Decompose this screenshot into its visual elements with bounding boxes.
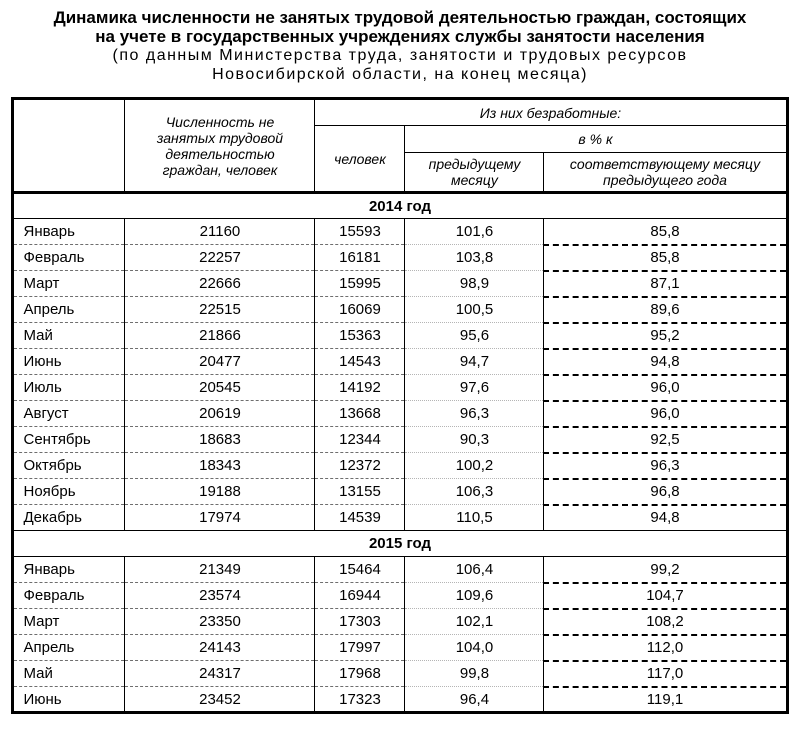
value-cell: 106,3 [405, 479, 544, 505]
value-cell: 106,4 [405, 557, 544, 583]
value-cell: 96,0 [544, 401, 787, 427]
value-cell: 21160 [125, 219, 315, 245]
year-label: 2014 год [13, 193, 787, 219]
value-cell: 89,6 [544, 297, 787, 323]
table-row [13, 349, 787, 375]
unemployed-group-header: Из них безработные: [315, 99, 787, 126]
value-cell: 16181 [315, 245, 405, 271]
value-cell: 15593 [315, 219, 405, 245]
value-cell: 14543 [315, 349, 405, 375]
value-cell: 95,6 [405, 323, 544, 349]
value-cell: 21866 [125, 323, 315, 349]
value-cell: 15363 [315, 323, 405, 349]
value-cell: 102,1 [405, 609, 544, 635]
total-column-header: Численность не занятых трудовой деятельностью граждан, человек [125, 99, 315, 193]
value-cell: 15464 [315, 557, 405, 583]
title-line-2: на учете в государственных учреждениях службы занятости населения [95, 27, 705, 46]
month-cell: Март [13, 609, 125, 635]
value-cell: 23452 [125, 687, 315, 713]
value-cell: 16069 [315, 297, 405, 323]
value-cell: 16944 [315, 583, 405, 609]
value-cell: 95,2 [544, 323, 787, 349]
people-column-header: человек [315, 126, 405, 193]
document-title-block [0, 0, 800, 84]
value-cell: 17997 [315, 635, 405, 661]
value-cell: 101,6 [405, 219, 544, 245]
month-cell: Октябрь [13, 453, 125, 479]
table-header [13, 99, 787, 193]
table-row [13, 661, 787, 687]
value-cell: 24317 [125, 661, 315, 687]
value-cell: 87,1 [544, 271, 787, 297]
value-cell: 100,5 [405, 297, 544, 323]
month-cell: Январь [13, 219, 125, 245]
table-row [13, 583, 787, 609]
value-cell: 94,8 [544, 505, 787, 531]
value-cell: 96,3 [544, 453, 787, 479]
year-label: 2015 год [13, 531, 787, 557]
table-row [13, 687, 787, 713]
value-cell: 85,8 [544, 245, 787, 271]
month-cell: Май [13, 661, 125, 687]
value-cell: 96,4 [405, 687, 544, 713]
table-row [13, 609, 787, 635]
value-cell: 14539 [315, 505, 405, 531]
value-cell: 100,2 [405, 453, 544, 479]
value-cell: 22666 [125, 271, 315, 297]
value-cell: 19188 [125, 479, 315, 505]
value-cell: 20619 [125, 401, 315, 427]
prev-month-column-header: предыдущему месяцу [405, 153, 544, 193]
value-cell: 24143 [125, 635, 315, 661]
month-column-header-empty [13, 99, 125, 193]
month-cell: Декабрь [13, 505, 125, 531]
value-cell: 17968 [315, 661, 405, 687]
value-cell: 109,6 [405, 583, 544, 609]
month-cell: Апрель [13, 635, 125, 661]
value-cell: 99,8 [405, 661, 544, 687]
subtitle-line-2: Новосибирской области, на конец месяца) [212, 66, 588, 83]
value-cell: 103,8 [405, 245, 544, 271]
month-cell: Сентябрь [13, 427, 125, 453]
value-cell: 13155 [315, 479, 405, 505]
value-cell: 94,8 [544, 349, 787, 375]
value-cell: 17323 [315, 687, 405, 713]
month-cell: Ноябрь [13, 479, 125, 505]
value-cell: 112,0 [544, 635, 787, 661]
table-row [13, 427, 787, 453]
month-cell: Июль [13, 375, 125, 401]
table-row [13, 505, 787, 531]
value-cell: 92,5 [544, 427, 787, 453]
value-cell: 18683 [125, 427, 315, 453]
value-cell: 110,5 [405, 505, 544, 531]
table-row [13, 375, 787, 401]
month-cell: Февраль [13, 245, 125, 271]
value-cell: 117,0 [544, 661, 787, 687]
value-cell: 13668 [315, 401, 405, 427]
table-row [13, 271, 787, 297]
month-cell: Июнь [13, 687, 125, 713]
table-row [13, 453, 787, 479]
value-cell: 96,3 [405, 401, 544, 427]
table-row [13, 297, 787, 323]
value-cell: 17303 [315, 609, 405, 635]
value-cell: 14192 [315, 375, 405, 401]
month-cell: Август [13, 401, 125, 427]
statistics-table [11, 97, 788, 714]
table-row [13, 219, 787, 245]
table-row [13, 479, 787, 505]
value-cell: 23350 [125, 609, 315, 635]
year-section-row [13, 531, 787, 557]
table-row [13, 245, 787, 271]
subtitle-line-1: (по данным Министерства труда, занятости и трудовых ресурсов [112, 47, 688, 64]
value-cell: 21349 [125, 557, 315, 583]
month-cell: Июнь [13, 349, 125, 375]
value-cell: 20545 [125, 375, 315, 401]
value-cell: 96,8 [544, 479, 787, 505]
value-cell: 22257 [125, 245, 315, 271]
table-row [13, 557, 787, 583]
value-cell: 22515 [125, 297, 315, 323]
value-cell: 85,8 [544, 219, 787, 245]
value-cell: 97,6 [405, 375, 544, 401]
value-cell: 20477 [125, 349, 315, 375]
value-cell: 12344 [315, 427, 405, 453]
value-cell: 94,7 [405, 349, 544, 375]
value-cell: 99,2 [544, 557, 787, 583]
percent-group-header: в % к [405, 126, 787, 153]
table-row [13, 323, 787, 349]
value-cell: 17974 [125, 505, 315, 531]
value-cell: 15995 [315, 271, 405, 297]
month-cell: Апрель [13, 297, 125, 323]
year-section-row [13, 193, 787, 219]
value-cell: 90,3 [405, 427, 544, 453]
value-cell: 18343 [125, 453, 315, 479]
value-cell: 119,1 [544, 687, 787, 713]
month-cell: Май [13, 323, 125, 349]
month-cell: Март [13, 271, 125, 297]
title-line-1: Динамика численности не занятых трудовой деятельностью граждан, состоящих [53, 8, 747, 27]
value-cell: 12372 [315, 453, 405, 479]
table-row [13, 401, 787, 427]
same-month-prev-year-column-header: соответствующему месяцу предыдущего года [544, 153, 787, 193]
value-cell: 108,2 [544, 609, 787, 635]
value-cell: 96,0 [544, 375, 787, 401]
value-cell: 104,7 [544, 583, 787, 609]
month-cell: Февраль [13, 583, 125, 609]
month-cell: Январь [13, 557, 125, 583]
value-cell: 23574 [125, 583, 315, 609]
table-row [13, 635, 787, 661]
value-cell: 104,0 [405, 635, 544, 661]
value-cell: 98,9 [405, 271, 544, 297]
table-body [13, 193, 787, 713]
